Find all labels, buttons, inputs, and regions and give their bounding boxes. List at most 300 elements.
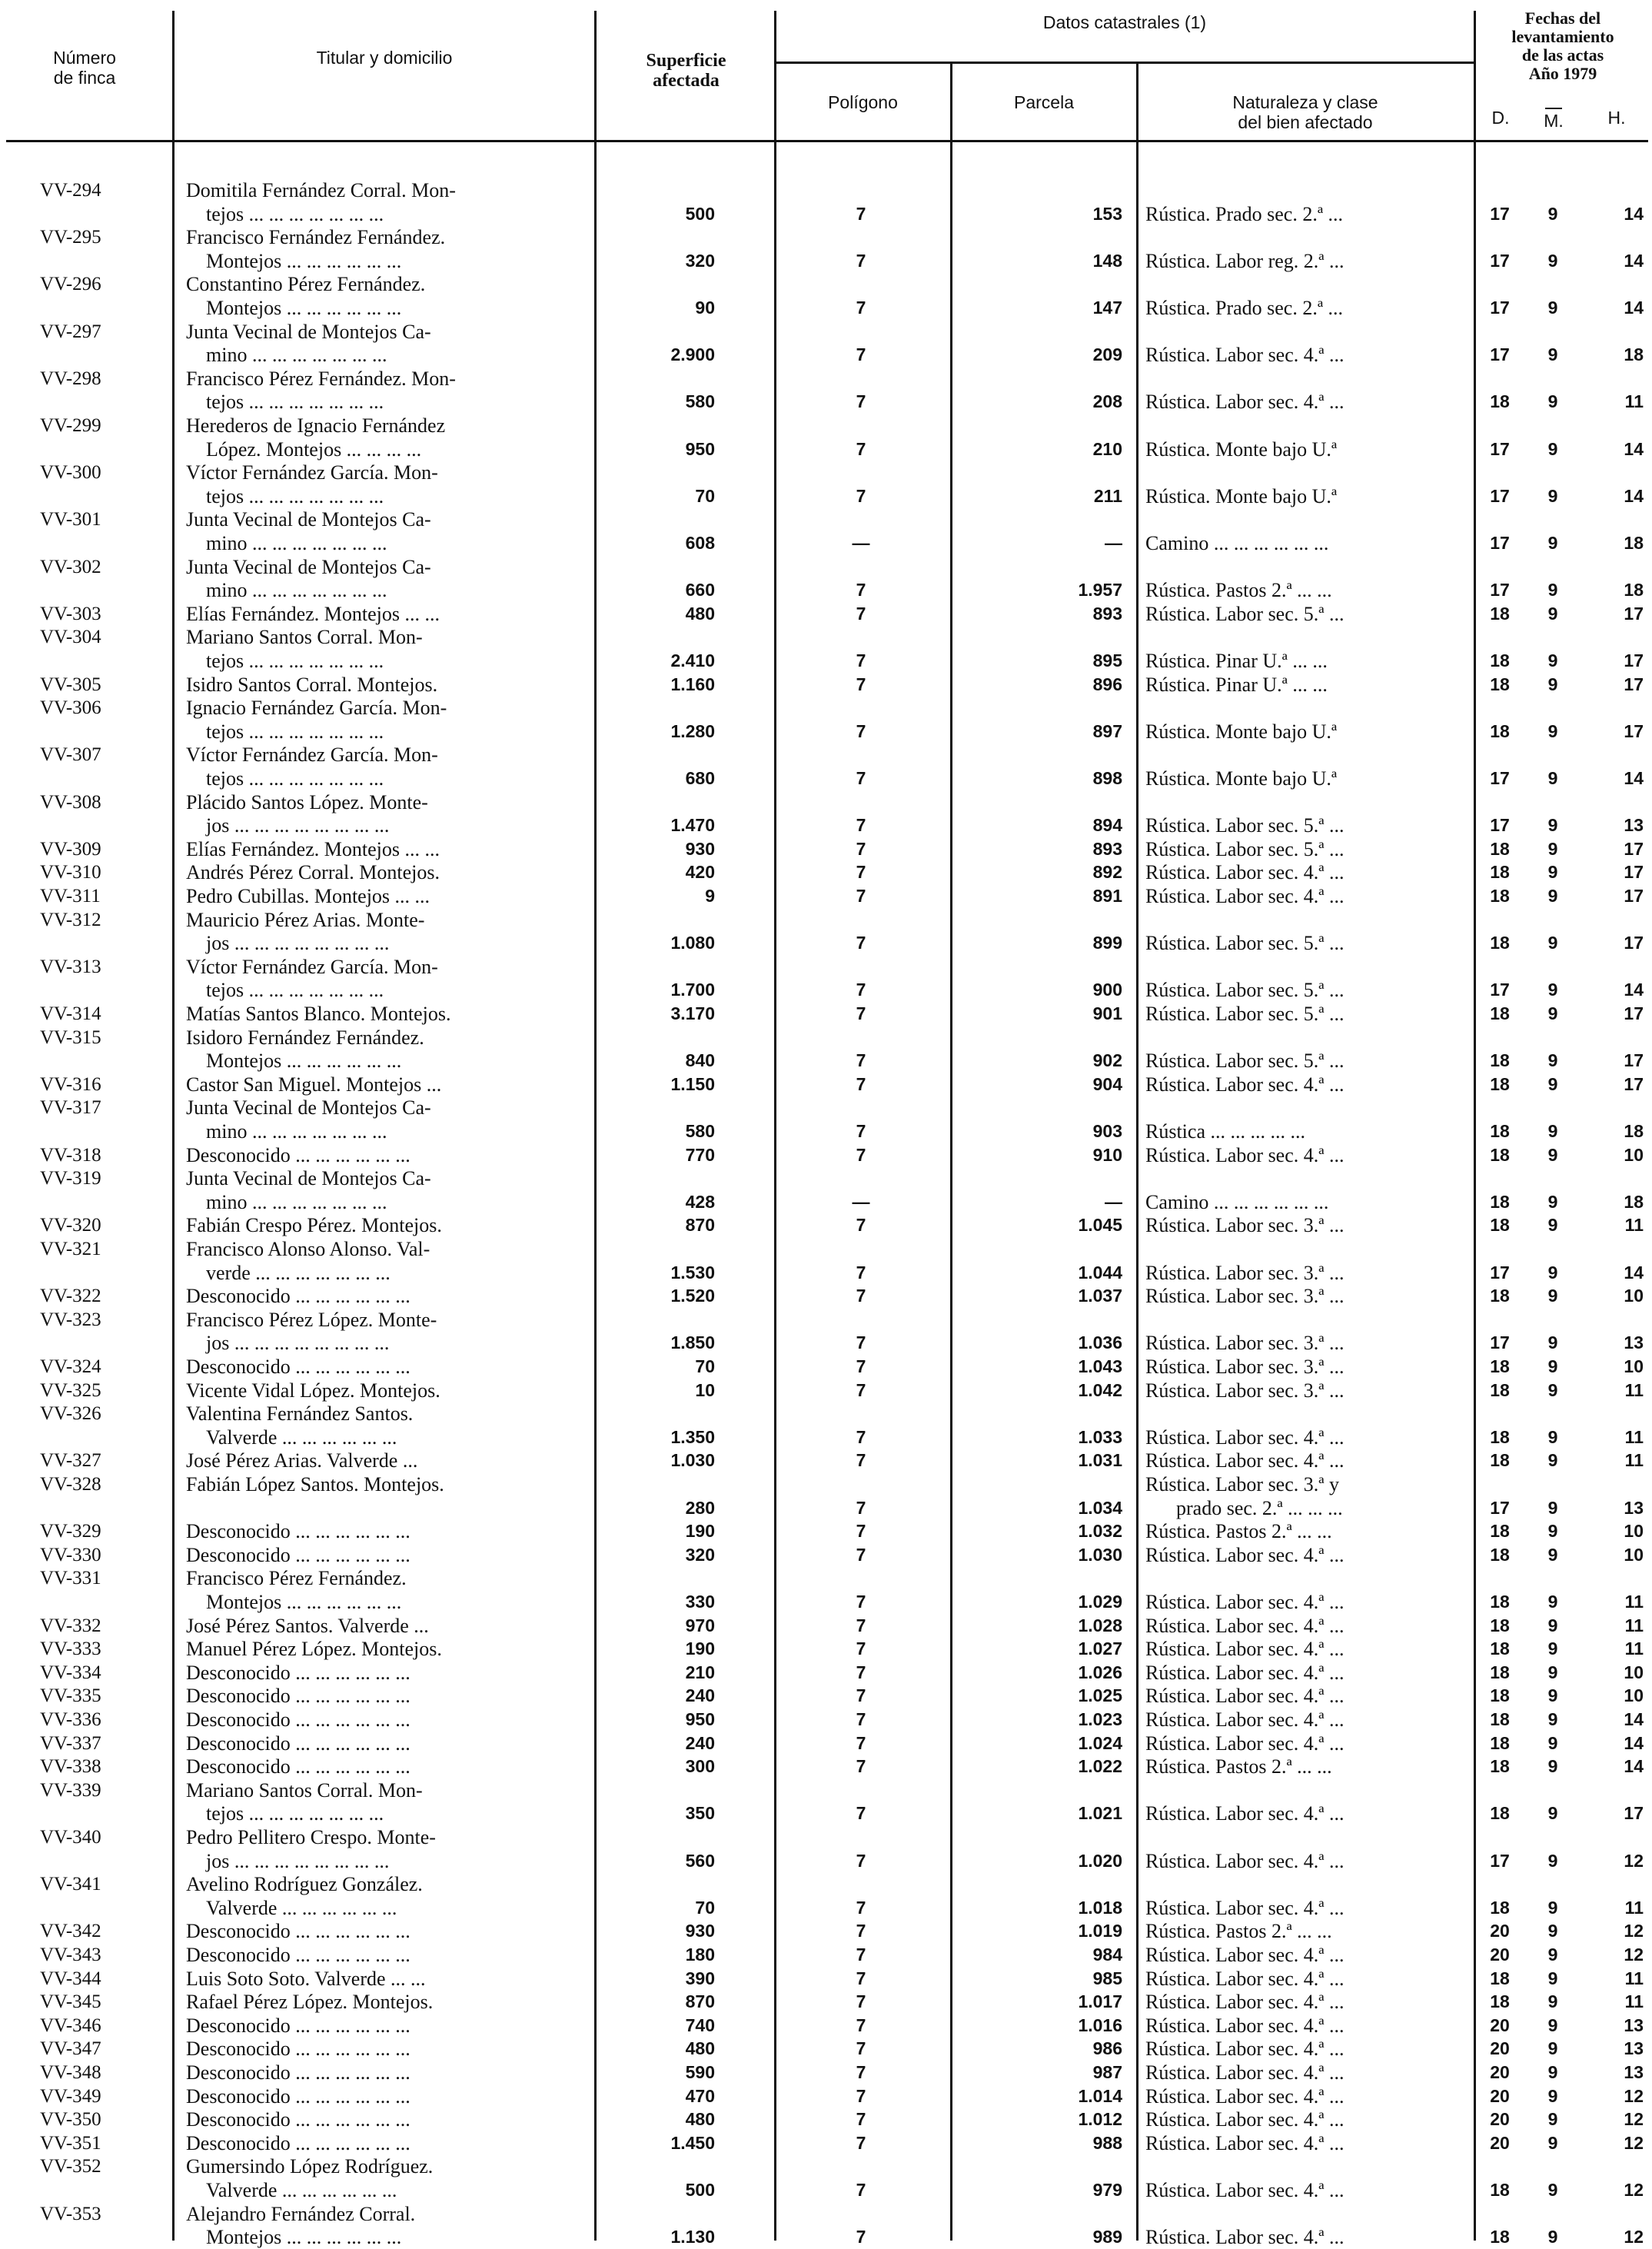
fecha-mes: 9 bbox=[1547, 580, 1558, 601]
superficie-value: 500 bbox=[685, 203, 715, 224]
naturaleza-line: Rústica. Labor sec. 4.ª ... bbox=[1145, 885, 1345, 907]
finca-number: VV-329 bbox=[40, 1521, 101, 1542]
superficie-value: 1.350 bbox=[670, 1426, 715, 1447]
naturaleza-line: Rústica. Prado sec. 2.ª ... bbox=[1145, 202, 1344, 225]
titular-line: Montejos ... ... ... ... ... ... bbox=[206, 1050, 402, 1073]
parcela-value: 1.957 bbox=[1078, 580, 1122, 601]
naturaleza-line: Camino ... ... ... ... ... ... bbox=[1145, 531, 1329, 554]
finca-number: VV-343 bbox=[40, 1945, 101, 1965]
table-row bbox=[0, 178, 1652, 225]
header-m-overline bbox=[1545, 108, 1562, 109]
finca-number: VV-308 bbox=[40, 791, 101, 813]
titular-line: Fabián López Santos. Montejos. bbox=[186, 1473, 444, 1495]
naturaleza-line: Rústica. Labor sec. 4.ª ... bbox=[1145, 2226, 1345, 2249]
poligono-value: 7 bbox=[856, 297, 866, 318]
fecha-dia: 18 bbox=[1490, 1215, 1510, 1236]
fecha-dia: 18 bbox=[1490, 1450, 1510, 1471]
titular-line: Herederos de Ignacio Fernández bbox=[186, 414, 446, 437]
poligono-value: 7 bbox=[856, 2014, 866, 2035]
fecha-hora: 10 bbox=[1624, 1144, 1644, 1165]
parcela-value: 153 bbox=[1092, 203, 1122, 224]
table-row bbox=[0, 507, 1652, 554]
fecha-mes: 9 bbox=[1547, 485, 1558, 506]
titular-line: Elías Fernández. Montejos ... ... bbox=[186, 837, 440, 860]
header-fechas-l2: levantamiento bbox=[1511, 27, 1614, 46]
superficie-value: 190 bbox=[685, 1639, 715, 1659]
poligono-value: 7 bbox=[856, 838, 866, 859]
fecha-dia: 18 bbox=[1490, 1120, 1510, 1141]
fecha-mes: 9 bbox=[1547, 1850, 1558, 1871]
fecha-mes: 9 bbox=[1547, 674, 1558, 694]
superficie-value: 1.530 bbox=[670, 1262, 715, 1283]
naturaleza-line: Rústica. Labor sec. 4.ª ... bbox=[1145, 1449, 1345, 1472]
table-row bbox=[0, 1919, 1652, 1943]
fecha-mes: 9 bbox=[1547, 1544, 1558, 1565]
superficie-value: 1.850 bbox=[670, 1332, 715, 1353]
rule-header-bottom bbox=[6, 140, 1648, 142]
fecha-mes: 9 bbox=[1547, 886, 1558, 906]
naturaleza-line: Rústica. Labor sec. 4.ª ... bbox=[1145, 2178, 1345, 2201]
titular-line: Andrés Pérez Corral. Montejos. bbox=[186, 861, 440, 884]
parcela-value: 1.012 bbox=[1078, 2109, 1122, 2130]
superficie-value: 660 bbox=[685, 580, 715, 601]
header-m bbox=[1530, 108, 1577, 131]
titular-line: Junta Vecinal de Montejos Ca- bbox=[186, 555, 431, 578]
titular-line: Fabián Crespo Pérez. Montejos. bbox=[186, 1214, 442, 1237]
finca-number: VV-315 bbox=[40, 1026, 101, 1048]
poligono-value: 7 bbox=[856, 580, 866, 601]
naturaleza-line: Rústica. Pinar U.ª ... ... bbox=[1145, 649, 1328, 672]
naturaleza-line: Rústica. Prado sec. 2.ª ... bbox=[1145, 296, 1344, 319]
parcela-value: 894 bbox=[1092, 815, 1122, 836]
parcela-value: 987 bbox=[1092, 2062, 1122, 2082]
naturaleza-line: Rústica. Labor sec. 3.ª ... bbox=[1145, 1285, 1345, 1308]
fecha-mes: 9 bbox=[1547, 2227, 1558, 2247]
naturaleza-line: Rústica. Monte bajo U.ª bbox=[1145, 437, 1338, 461]
fecha-hora: 18 bbox=[1624, 580, 1644, 601]
fecha-dia: 17 bbox=[1490, 1497, 1510, 1518]
finca-number: VV-304 bbox=[40, 627, 101, 648]
poligono-value: 7 bbox=[856, 1450, 866, 1471]
titular-line: Desconocido ... ... ... ... ... ... bbox=[186, 1685, 411, 1708]
fecha-mes: 9 bbox=[1547, 1144, 1558, 1165]
fecha-hora: 17 bbox=[1624, 1003, 1644, 1023]
parcela-value: 898 bbox=[1092, 767, 1122, 788]
superficie-value: 1.160 bbox=[670, 674, 715, 694]
table-row bbox=[0, 1355, 1652, 1379]
poligono-value: 7 bbox=[856, 933, 866, 953]
superficie-value: 390 bbox=[685, 1968, 715, 1988]
finca-number: VV-319 bbox=[40, 1168, 101, 1189]
fecha-hora: 10 bbox=[1624, 1356, 1644, 1376]
titular-line: Desconocido ... ... ... ... ... ... bbox=[186, 2038, 411, 2061]
fecha-hora: 14 bbox=[1624, 203, 1644, 224]
finca-number: VV-302 bbox=[40, 556, 101, 577]
titular-line: mino ... ... ... ... ... ... ... bbox=[206, 1120, 387, 1143]
titular-line: Víctor Fernández García. Mon- bbox=[186, 744, 438, 767]
finca-number: VV-316 bbox=[40, 1073, 101, 1095]
naturaleza-line: Rústica. Labor sec. 4.ª ... bbox=[1145, 1543, 1345, 1566]
table-row bbox=[0, 602, 1652, 626]
fecha-hora: 14 bbox=[1624, 250, 1644, 271]
header-naturaleza-l2: del bien afectado bbox=[1238, 112, 1373, 132]
fecha-dia: 17 bbox=[1490, 485, 1510, 506]
finca-number: VV-351 bbox=[40, 2132, 101, 2154]
titular-line: Desconocido ... ... ... ... ... ... bbox=[186, 1732, 411, 1755]
naturaleza-line: Rústica. Labor sec. 4.ª ... bbox=[1145, 1614, 1345, 1637]
finca-number: VV-314 bbox=[40, 1003, 101, 1024]
table-row bbox=[0, 1543, 1652, 1567]
finca-number: VV-312 bbox=[40, 909, 101, 930]
fecha-dia: 18 bbox=[1490, 862, 1510, 883]
table-row bbox=[0, 461, 1652, 507]
parcela-value: 208 bbox=[1092, 391, 1122, 412]
superficie-value: 1.130 bbox=[670, 2227, 715, 2247]
titular-line: tejos ... ... ... ... ... ... ... bbox=[206, 1802, 384, 1825]
fecha-hora: 17 bbox=[1624, 674, 1644, 694]
superficie-value: 480 bbox=[685, 2038, 715, 2059]
naturaleza-line: Rústica. Labor sec. 4.ª ... bbox=[1145, 1638, 1345, 1661]
fecha-mes: 9 bbox=[1547, 2062, 1558, 2082]
header-h bbox=[1588, 108, 1645, 128]
header-poligono bbox=[776, 92, 949, 112]
fecha-mes: 9 bbox=[1547, 1756, 1558, 1777]
table-row bbox=[0, 743, 1652, 790]
fecha-hora: 17 bbox=[1624, 1050, 1644, 1071]
table-row bbox=[0, 1990, 1652, 2014]
parcela-value: 1.037 bbox=[1078, 1286, 1122, 1306]
naturaleza-line: Rústica. Pastos 2.ª ... ... bbox=[1145, 1920, 1332, 1943]
finca-number: VV-328 bbox=[40, 1474, 101, 1495]
table-row bbox=[0, 272, 1652, 319]
poligono-value: 7 bbox=[856, 1968, 866, 1988]
fecha-hora: 12 bbox=[1624, 2109, 1644, 2130]
table-row bbox=[0, 860, 1652, 884]
titular-line: tejos ... ... ... ... ... ... ... bbox=[206, 484, 384, 507]
fecha-hora: 11 bbox=[1624, 1991, 1644, 2012]
header-datos-catastrales-text: Datos catastrales (1) bbox=[1042, 12, 1207, 32]
fecha-mes: 9 bbox=[1547, 767, 1558, 788]
parcela-value: 1.031 bbox=[1078, 1450, 1122, 1471]
finca-number: VV-353 bbox=[40, 2203, 101, 2224]
fecha-dia: 20 bbox=[1490, 2085, 1510, 2106]
header-superficie-l2: afectada bbox=[653, 71, 720, 91]
finca-number: VV-333 bbox=[40, 1639, 101, 1660]
fecha-dia: 18 bbox=[1490, 1426, 1510, 1447]
header-superficie-l1: Superficie bbox=[646, 51, 726, 71]
finca-number: VV-295 bbox=[40, 227, 101, 248]
parcela-value: 902 bbox=[1092, 1050, 1122, 1071]
fecha-mes: 9 bbox=[1547, 297, 1558, 318]
parcela-value: 897 bbox=[1092, 720, 1122, 741]
fecha-hora: 17 bbox=[1624, 720, 1644, 741]
titular-line: Desconocido ... ... ... ... ... ... bbox=[186, 2084, 411, 2108]
poligono-value: 7 bbox=[856, 1921, 866, 1941]
finca-number: VV-339 bbox=[40, 1779, 101, 1801]
superficie-value: 240 bbox=[685, 1685, 715, 1706]
poligono-value: 7 bbox=[856, 1897, 866, 1918]
fecha-hora: 11 bbox=[1624, 1591, 1644, 1612]
fecha-mes: 9 bbox=[1547, 1073, 1558, 1094]
parcela-value: 899 bbox=[1092, 933, 1122, 953]
fecha-hora: 11 bbox=[1624, 1968, 1644, 1988]
finca-number: VV-305 bbox=[40, 674, 101, 695]
header-datos-catastrales bbox=[776, 12, 1473, 32]
finca-number: VV-322 bbox=[40, 1286, 101, 1307]
poligono-value: 7 bbox=[856, 2227, 866, 2247]
fecha-dia: 17 bbox=[1490, 438, 1510, 459]
naturaleza-line: Rústica. Labor sec. 5.ª ... bbox=[1145, 814, 1345, 837]
titular-line: jos ... ... ... ... ... ... ... ... bbox=[206, 1849, 390, 1872]
superficie-value: 2.410 bbox=[670, 650, 715, 670]
superficie-value: 10 bbox=[695, 1379, 715, 1400]
titular-line: tejos ... ... ... ... ... ... ... bbox=[206, 391, 384, 414]
finca-number: VV-296 bbox=[40, 274, 101, 295]
naturaleza-line: Rústica. Labor sec. 4.ª ... bbox=[1145, 2038, 1345, 2061]
naturaleza-line: Camino ... ... ... ... ... ... bbox=[1145, 1190, 1329, 1213]
titular-line: Desconocido ... ... ... ... ... ... bbox=[186, 2061, 411, 2084]
fecha-hora: 13 bbox=[1624, 2014, 1644, 2035]
table-row bbox=[0, 625, 1652, 672]
table-row bbox=[0, 2131, 1652, 2155]
finca-number: VV-306 bbox=[40, 697, 101, 719]
fecha-hora: 11 bbox=[1624, 1897, 1644, 1918]
fecha-hora: 17 bbox=[1624, 1803, 1644, 1824]
titular-line: mino ... ... ... ... ... ... ... bbox=[206, 531, 387, 554]
parcela-value: 896 bbox=[1092, 674, 1122, 694]
parcela-value: 986 bbox=[1092, 2038, 1122, 2059]
poligono-value: 7 bbox=[856, 886, 866, 906]
poligono-value: 7 bbox=[856, 485, 866, 506]
finca-number: VV-336 bbox=[40, 1709, 101, 1730]
naturaleza-line: Rústica. Labor sec. 5.ª ... bbox=[1145, 837, 1345, 860]
header-fechas-l3: de las actas bbox=[1521, 45, 1604, 65]
parcela-value: 1.029 bbox=[1078, 1591, 1122, 1612]
titular-line: Montejos ... ... ... ... ... ... bbox=[206, 2226, 402, 2249]
titular-line: mino ... ... ... ... ... ... ... bbox=[206, 344, 387, 367]
parcela-value: 1.030 bbox=[1078, 1544, 1122, 1565]
superficie-value: 608 bbox=[685, 532, 715, 553]
parcela-value: 984 bbox=[1092, 1945, 1122, 1965]
titular-line: Luis Soto Soto. Valverde ... ... bbox=[186, 1967, 426, 1990]
fecha-hora: 10 bbox=[1624, 1685, 1644, 1706]
fecha-mes: 9 bbox=[1547, 1685, 1558, 1706]
naturaleza-line: Rústica ... ... ... ... ... bbox=[1145, 1120, 1305, 1143]
naturaleza-line: Rústica. Monte bajo U.ª bbox=[1145, 720, 1338, 743]
parcela-value: 210 bbox=[1092, 438, 1122, 459]
titular-line: Desconocido ... ... ... ... ... ... bbox=[186, 1944, 411, 1966]
fecha-hora: 11 bbox=[1624, 1379, 1644, 1400]
fecha-mes: 9 bbox=[1547, 1639, 1558, 1659]
fecha-mes: 9 bbox=[1547, 603, 1558, 624]
fecha-hora: 11 bbox=[1624, 391, 1644, 412]
parcela-value: 1.018 bbox=[1078, 1897, 1122, 1918]
fecha-dia: 18 bbox=[1490, 1356, 1510, 1376]
fecha-hora: 11 bbox=[1624, 1639, 1644, 1659]
superficie-value: 190 bbox=[685, 1521, 715, 1542]
fecha-mes: 9 bbox=[1547, 438, 1558, 459]
parcela-value: — bbox=[1105, 1191, 1122, 1212]
fecha-dia: 20 bbox=[1490, 2038, 1510, 2059]
poligono-value: 7 bbox=[856, 1379, 866, 1400]
naturaleza-line: Rústica. Labor sec. 4.ª ... bbox=[1145, 1685, 1345, 1708]
finca-number: VV-311 bbox=[40, 886, 101, 907]
superficie-value: 930 bbox=[685, 838, 715, 859]
fecha-dia: 18 bbox=[1490, 391, 1510, 412]
fecha-hora: 12 bbox=[1624, 2227, 1644, 2247]
superficie-value: 950 bbox=[685, 1709, 715, 1729]
titular-line: José Pérez Santos. Valverde ... bbox=[186, 1614, 429, 1637]
fecha-hora: 14 bbox=[1624, 438, 1644, 459]
naturaleza-line: Rústica. Labor sec. 5.ª ... bbox=[1145, 602, 1345, 625]
parcela-value: 1.024 bbox=[1078, 1732, 1122, 1753]
superficie-value: 930 bbox=[685, 1921, 715, 1941]
poligono-value: 7 bbox=[856, 1803, 866, 1824]
parcela-value: 1.027 bbox=[1078, 1639, 1122, 1659]
fecha-dia: 17 bbox=[1490, 580, 1510, 601]
finca-number: VV-310 bbox=[40, 862, 101, 883]
superficie-value: 970 bbox=[685, 1615, 715, 1635]
fecha-mes: 9 bbox=[1547, 650, 1558, 670]
table-row bbox=[0, 1166, 1652, 1213]
fecha-mes: 9 bbox=[1547, 1709, 1558, 1729]
titular-line: Desconocido ... ... ... ... ... ... bbox=[186, 1356, 411, 1378]
header-d-text: D. bbox=[1491, 108, 1510, 128]
titular-line: López. Montejos ... ... ... ... bbox=[206, 437, 422, 461]
titular-line: Francisco Alonso Alonso. Val- bbox=[186, 1238, 430, 1260]
fecha-hora: 11 bbox=[1624, 1215, 1644, 1236]
fecha-dia: 18 bbox=[1490, 1897, 1510, 1918]
fecha-dia: 17 bbox=[1490, 344, 1510, 365]
superficie-value: 428 bbox=[685, 1191, 715, 1212]
superficie-value: 580 bbox=[685, 1120, 715, 1141]
fecha-dia: 18 bbox=[1490, 1144, 1510, 1165]
table-row bbox=[0, 367, 1652, 414]
finca-number: VV-320 bbox=[40, 1215, 101, 1236]
superficie-value: 480 bbox=[685, 2109, 715, 2130]
finca-number: VV-323 bbox=[40, 1309, 101, 1330]
table-row bbox=[0, 673, 1652, 697]
naturaleza-line: Rústica. Pastos 2.ª ... ... bbox=[1145, 1755, 1332, 1778]
fecha-mes: 9 bbox=[1547, 1262, 1558, 1283]
titular-line: Montejos ... ... ... ... ... ... bbox=[206, 296, 402, 319]
fecha-hora: 11 bbox=[1624, 1450, 1644, 1471]
poligono-value: 7 bbox=[856, 391, 866, 412]
naturaleza-line: Rústica. Labor sec. 4.ª ... bbox=[1145, 861, 1345, 884]
fecha-mes: 9 bbox=[1547, 815, 1558, 836]
parcela-value: 147 bbox=[1092, 297, 1122, 318]
fecha-hora: 18 bbox=[1624, 344, 1644, 365]
finca-number: VV-346 bbox=[40, 2014, 101, 2036]
naturaleza-line: Rústica. Labor sec. 5.ª ... bbox=[1145, 979, 1345, 1002]
table-row bbox=[0, 1755, 1652, 1778]
fecha-dia: 18 bbox=[1490, 2227, 1510, 2247]
superficie-value: 680 bbox=[685, 767, 715, 788]
parcela-value: 893 bbox=[1092, 838, 1122, 859]
table-row bbox=[0, 2154, 1652, 2201]
poligono-value: 7 bbox=[856, 650, 866, 670]
table-row bbox=[0, 1449, 1652, 1472]
poligono-value: 7 bbox=[856, 1685, 866, 1706]
parcela-value: 211 bbox=[1093, 485, 1122, 506]
table-row bbox=[0, 2037, 1652, 2061]
titular-line: tejos ... ... ... ... ... ... ... bbox=[206, 649, 384, 672]
fecha-mes: 9 bbox=[1547, 1662, 1558, 1682]
superficie-value: 320 bbox=[685, 250, 715, 271]
poligono-value: 7 bbox=[856, 250, 866, 271]
naturaleza-line: Rústica. Labor sec. 4.ª ... bbox=[1145, 1708, 1345, 1731]
header-titular bbox=[177, 48, 592, 68]
titular-line: jos ... ... ... ... ... ... ... ... bbox=[206, 814, 390, 837]
naturaleza-line: Rústica. Labor sec. 4.ª ... bbox=[1145, 2061, 1345, 2084]
parcela-value: 148 bbox=[1092, 250, 1122, 271]
finca-number: VV-345 bbox=[40, 1991, 101, 2013]
titular-line: Desconocido ... ... ... ... ... ... bbox=[186, 2131, 411, 2154]
superficie-value: 560 bbox=[685, 1850, 715, 1871]
superficie-value: 480 bbox=[685, 603, 715, 624]
table-row bbox=[0, 1379, 1652, 1402]
titular-line: Montejos ... ... ... ... ... ... bbox=[206, 249, 402, 272]
fecha-dia: 20 bbox=[1490, 1945, 1510, 1965]
finca-number: VV-325 bbox=[40, 1379, 101, 1401]
naturaleza-line: Rústica. Labor sec. 4.ª ... bbox=[1145, 2131, 1345, 2154]
naturaleza-line: Rústica. Labor sec. 3.ª ... bbox=[1145, 1261, 1345, 1284]
header-superficie bbox=[600, 51, 773, 91]
parcela-value: 892 bbox=[1092, 862, 1122, 883]
finca-number: VV-318 bbox=[40, 1144, 101, 1166]
finca-number: VV-352 bbox=[40, 2156, 101, 2177]
fecha-dia: 17 bbox=[1490, 250, 1510, 271]
poligono-value: — bbox=[852, 532, 870, 553]
titular-line: mino ... ... ... ... ... ... ... bbox=[206, 1190, 387, 1213]
fecha-dia: 18 bbox=[1490, 1379, 1510, 1400]
superficie-value: 1.150 bbox=[670, 1073, 715, 1094]
fecha-mes: 9 bbox=[1547, 344, 1558, 365]
fecha-mes: 9 bbox=[1547, 1591, 1558, 1612]
finca-number: VV-317 bbox=[40, 1097, 101, 1119]
fecha-hora: 14 bbox=[1624, 767, 1644, 788]
naturaleza-line: Rústica. Labor sec. 4.ª ... bbox=[1145, 391, 1345, 414]
fecha-mes: 9 bbox=[1547, 1356, 1558, 1376]
header-poligono-text: Polígono bbox=[828, 92, 898, 112]
table-row bbox=[0, 955, 1652, 1002]
finca-number: VV-347 bbox=[40, 2038, 101, 2060]
superficie-value: 300 bbox=[685, 1756, 715, 1777]
superficie-value: 580 bbox=[685, 391, 715, 412]
titular-line: Francisco Pérez Fernández. bbox=[186, 1567, 407, 1590]
finca-number: VV-300 bbox=[40, 462, 101, 484]
superficie-value: 1.520 bbox=[670, 1286, 715, 1306]
fecha-hora: 17 bbox=[1624, 838, 1644, 859]
poligono-value: 7 bbox=[856, 2038, 866, 2059]
poligono-value: 7 bbox=[856, 862, 866, 883]
finca-number: VV-321 bbox=[40, 1239, 101, 1259]
parcela-value: 1.022 bbox=[1078, 1756, 1122, 1777]
poligono-value: 7 bbox=[856, 1144, 866, 1165]
fecha-mes: 9 bbox=[1547, 2085, 1558, 2106]
header-parcela-text: Parcela bbox=[1014, 92, 1074, 112]
fecha-hora: 13 bbox=[1624, 2062, 1644, 2082]
superficie-value: 320 bbox=[685, 1544, 715, 1565]
parcela-value: 1.026 bbox=[1078, 1662, 1122, 1682]
table-row bbox=[0, 1519, 1652, 1543]
fecha-mes: 9 bbox=[1547, 1450, 1558, 1471]
titular-line: Desconocido ... ... ... ... ... ... bbox=[186, 2108, 411, 2131]
poligono-value: 7 bbox=[856, 1050, 866, 1071]
table-row bbox=[0, 225, 1652, 272]
table-row bbox=[0, 1778, 1652, 1825]
table-row bbox=[0, 1684, 1652, 1708]
